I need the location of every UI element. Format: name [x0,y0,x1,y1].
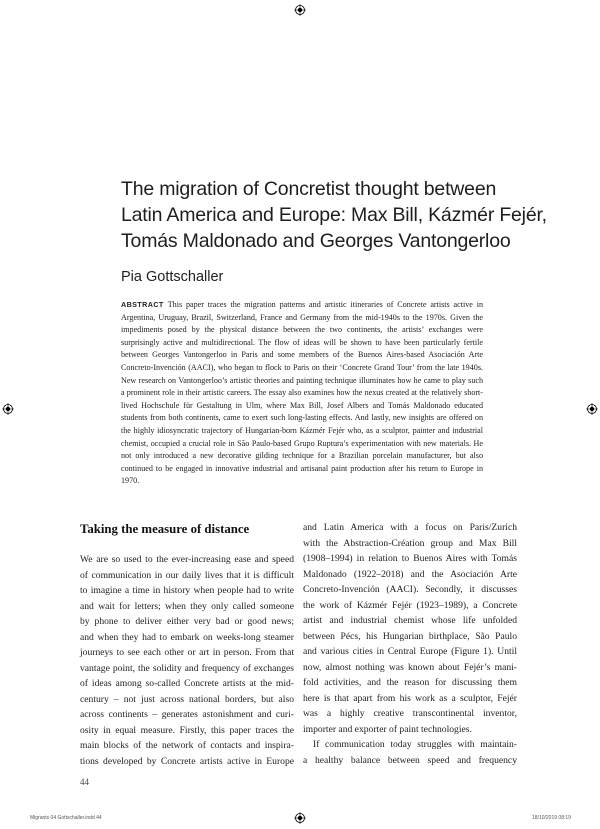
body-line: fold activities, and the reason for discussing them [303,677,517,688]
body-line: main blocks of the network of contacts and inspira- [80,740,294,751]
registration-mark-left-icon [2,403,14,415]
body-line: journeys to see each other or art in person. From that [80,647,294,658]
body-line: Concreto-Invención (AACI). Secondly, it discusses [303,584,517,595]
body-line: (1908–1994) in relation to Buenos Aires with Tomás [303,553,517,564]
body-line: osity in equal measure. Firstly, this paper traces the [80,724,294,736]
body-line: importer and exporter of paint technologies. [303,723,472,735]
body-line: We are so used to the ever-increasing ease and speed [80,554,294,565]
body-line: a healthy balance between speed and frequency [303,754,517,766]
title-line: Latin America and Europe: Max Bill, Kázmér Fejér, [121,204,547,226]
footer-file-slug: Migrants 04 Gottschaller.indd 44 [30,815,102,821]
body-line: Maldonado (1922–2018) and the Asociación Arte [303,568,517,580]
title-line: The migration of Concretist thought between [121,178,497,200]
body-line: vantage point, the solidity and frequency of exchanges [80,662,294,674]
body-line: here is that apart from his work as a sculptor, Fejér [303,692,517,704]
body-line: artist and industrial chemist whose life unfolded [303,615,517,626]
section-heading: Taking the measure of distance [80,522,250,536]
registration-mark-right-icon [586,403,598,415]
body-line: of ideas among so-called Concrete artists at the mid- [80,678,294,689]
body-line: was a highly creative transcontinental inventor, [303,708,517,719]
title-line: Tomás Maldonado and Georges Vantongerloo [121,230,511,252]
body-line: by phone to deliver either very bad or good news; [80,616,294,627]
body-line: If communication today struggles with maintain- [313,739,517,750]
body-line: tions developed by Concrete artists active in Europe [80,755,294,767]
author-name: Pia Gottschaller [121,269,224,285]
article-title [121,176,561,254]
page-number: 44 [80,777,89,787]
body-column-right [303,520,517,768]
abstract-text: This paper traces the migration patterns and artistic itineraries of Concrete artists active in Argentina, Uruguay, Brazil, Switzerland, France and Germany from the mid-1940s to the 1970s. Given the impediments posed by the physical distance between the two continents, the artists’ exchanges were surprisingly active and multidirectional. The flow of ideas will be shown to have been particularly fertile between Georges Vantongerloo in Paris and some members of the Buenos Aires-based Asociación Arte Concreto-Invención (AACI), who began to flock to Paris on their ‘Concrete Grand Tour’ from the late 1940s. New research on Vantongerloo’s artistic theories and painting technique illuminates how he came to play such a prominent role in their artistic careers. The essay also examines how the nexus created at the relatively short-lived Hochschule für Gestaltung in Ulm, where Max Bill, Josef Albers and Tomás Maldonado educated students from both continents, came to exert such long-lasting effects. And lastly, new insights are offered on the highly idiosyncratic trajectory of Hungarian-born Kázmér Fejér who, as a sculptor, painter and industrial chemist, occupied a crucial role in São Paulo-based Grupo Ruptura’s experimentation with new materials. He not only introduced a new decorative gilding technique for a Brazilian porcelain manufacturer, but also continued to be engaged in innovative industrial and artisanal paint production after his return to Europe in 1970. [121,300,483,486]
body-line: now, almost nothing was known about Fejér’s mani- [303,661,517,673]
body-column-left [80,520,294,769]
body-line: and Latin America with a focus on Paris/Zurich [303,522,517,533]
footer-timestamp: 18/10/2019 08:19 [532,815,571,821]
body-line: and various cities in Central Europe (Figure 1). Until [303,646,517,657]
body-line: across continents – generates astonishment and curi- [80,709,294,720]
body-line: and wait for letters; when they only called someone [80,600,294,612]
body-line: and when they had to embark on weeks-long steamer [80,631,294,643]
registration-mark-top-icon [294,4,306,16]
abstract-label: ABSTRACT [121,300,164,309]
abstract [121,299,483,488]
body-line: the work of Kázmér Fejér (1923–1989), a Concrete [303,599,517,611]
body-line: with the Abstraction-Création group and Max Bill [303,537,517,549]
body-line: to imagine a time in history when people had to write [80,585,294,596]
body-line: century – not just across national borders, but also [80,693,294,705]
body-line: between Pécs, his Hungarian birthplace, São Paulo [303,630,517,642]
registration-mark-bottom-icon [294,812,306,824]
body-line: of communication in our daily lives that it is difficult [80,569,294,581]
